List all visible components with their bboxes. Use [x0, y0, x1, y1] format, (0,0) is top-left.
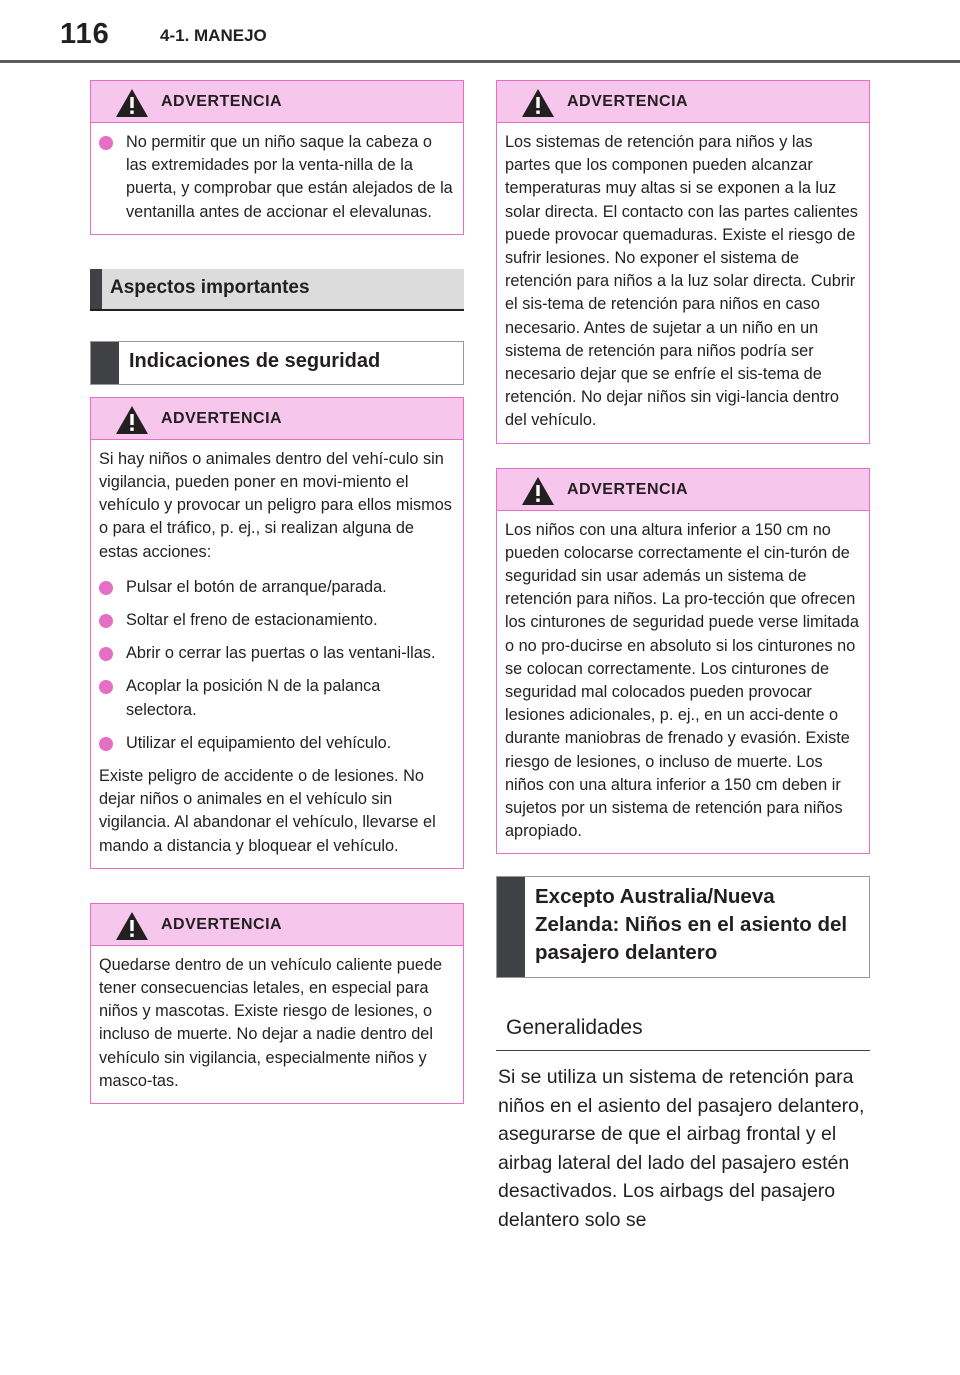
warning-header [91, 904, 463, 946]
warning-bullet: Soltar el freno de estacionamiento. [99, 609, 455, 632]
warning-triangle-icon [115, 405, 149, 435]
warning-text: Los niños con una altura inferior a 150 cm no pueden colocarse correctamente el cin-turón de seguridad sin usar además un sistema de retención para niños. La pro-tección que ofrecen los cinturones de seguridad puede verse limitada o no pro-ducirse en absoluto si los cinturones no se colocan correctamente. Los cinturones de seguridad mal colocados pueden provocar lesiones adicionales, p. ej., en un acci-dente o durante maniobras de frenado y evasión. Existe riesgo de lesiones, o incluso de muerte. Los niños con una altura inferior a 150 cm deben ir sujetos por un sistema de retención para niños apropiado. [505, 520, 859, 841]
warning-body [91, 123, 463, 234]
heading-bar [91, 342, 119, 384]
page-number: 116 [60, 18, 110, 50]
warning-box-unattended [90, 397, 464, 869]
warning-title: ADVERTENCIA [161, 409, 283, 427]
warning-bullet: Pulsar el botón de arranque/parada. [99, 576, 455, 599]
heading-bar [90, 269, 102, 309]
section-title: 4-1. MANEJO [160, 26, 267, 45]
warning-box-height [496, 468, 870, 855]
warning-triangle-icon [115, 88, 149, 118]
warning-title: ADVERTENCIA [161, 915, 283, 933]
warning-triangle-icon [115, 911, 149, 941]
warning-triangle-icon [521, 476, 555, 506]
warning-box-hot-vehicle [90, 903, 464, 1104]
warning-title: ADVERTENCIA [161, 93, 283, 110]
warning-body [497, 123, 869, 443]
general-heading [496, 1006, 870, 1051]
warning-body [91, 946, 463, 1103]
warning-header [497, 81, 869, 123]
warning-outro: Existe peligro de accidente o de lesiones. No dejar niños o animales en el vehículo sin vigilancia. Al abandonar el vehículo, llevarse el mando a distancia y bloquear el vehículo. [99, 767, 436, 855]
general-heading-text: Generalidades [506, 1016, 643, 1040]
warning-bullet: Abrir o cerrar las puertas o las ventani-llas. [99, 642, 455, 665]
warning-text: Los sistemas de retención para niños y las partes que los componen pueden alcanzar temperaturas muy altas si se exponen a la luz solar directa. El contacto con las partes calientes puede provocar quemaduras. Existe el riesgo de sufrir lesiones. No exponer el sistema de retención para niños a la luz solar directa. Cubrir el sis-tema de retención para niños en caso necesario. Antes de sujetar a un niño en un sistema de retención para niños podría ser necesario dejar que se enfríe el sis-tema de retención. No dejar niños sin vigi-lancia dentro del vehículo. [505, 133, 858, 430]
body-paragraph: Si se utiliza un sistema de retención para niños en el asiento del pasajero delantero, asegurarse de que el airbag frontal y el airbag lateral del lado del pasajero estén desactivados. Los airbags del pasajero delantero solo se [498, 1066, 865, 1231]
warning-bullet: Utilizar el equipamiento del vehículo. [99, 732, 455, 755]
warning-intro: Si hay niños o animales dentro del vehí-culo sin vigilancia, pueden poner en movi-miento el vehículo y provocar un peligro para ellos mismos o para el tráfico, p. ej., si realizan alguna de estas acciones: [99, 449, 452, 561]
warning-box-sunlight [496, 80, 870, 444]
warning-bullet: Acoplar la posición N de la palanca selectora. [99, 675, 455, 721]
warning-body [91, 440, 463, 868]
sub-heading [90, 341, 464, 385]
section-heading [90, 269, 464, 311]
warning-triangle-icon [521, 88, 555, 118]
warning-body [497, 511, 869, 854]
heading-bar [497, 877, 525, 977]
header-rule [0, 60, 960, 63]
left-column [90, 80, 464, 1138]
warning-header [91, 398, 463, 440]
warning-bullet: No permitir que un niño saque la cabeza o las extremidades por la venta-nilla de la puerta, y comprobar que están alejados de la ventanilla antes de accionar el elevalunas. [99, 131, 455, 224]
warning-header [497, 469, 869, 511]
sub-heading [496, 876, 870, 978]
warning-header [91, 81, 463, 123]
warning-title: ADVERTENCIA [567, 480, 689, 498]
warning-box-window [90, 80, 464, 235]
warning-text: Quedarse dentro de un vehículo caliente puede tener consecuencias letales, en especial para niños y mascotas. Existe riesgo de lesiones, o incluso de muerte. No dejar a nadie dentro del vehículo sin vigilancia, especialmente niños y masco-tas. [99, 955, 443, 1090]
page-header [0, 0, 960, 62]
sub-heading-text: Indicaciones de seguridad [129, 349, 381, 372]
right-column [496, 80, 870, 1234]
section-heading-text: Aspectos importantes [110, 276, 310, 298]
sub-heading-text: Excepto Australia/Nueva Zelanda: Niños en el asiento del pasajero delantero [535, 885, 848, 965]
warning-title: ADVERTENCIA [567, 93, 689, 110]
